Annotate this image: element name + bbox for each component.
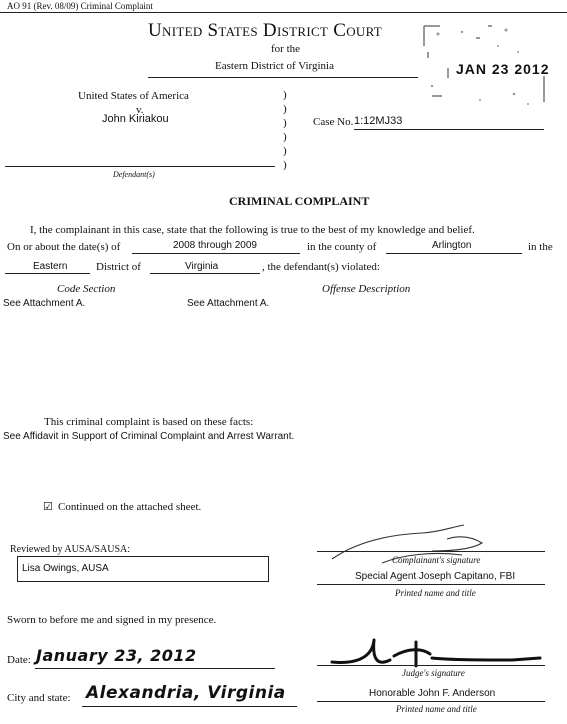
versus: v. xyxy=(136,104,144,116)
complainant-sig-label: Complainant's signature xyxy=(392,555,481,565)
case-no-label: Case No. xyxy=(313,116,354,128)
state-rule xyxy=(150,273,260,274)
complaint-heading: CRIMINAL COMPLAINT xyxy=(229,194,370,208)
date-prefix: On or about the date(s) of xyxy=(7,241,121,253)
code-section-header: Code Section xyxy=(57,283,116,295)
case-no-rule xyxy=(354,129,544,130)
code-section: See Attachment A. xyxy=(3,298,86,309)
stamp-date: JAN 23 2012 xyxy=(456,61,550,77)
court-title: United States District Court xyxy=(148,20,382,41)
complainant-name-label: Printed name and title xyxy=(395,588,476,598)
date-rule xyxy=(35,668,275,669)
dates-rule xyxy=(132,253,300,254)
complainant-signature xyxy=(322,515,522,575)
district-name: Eastern District of Virginia xyxy=(215,60,334,72)
facts-label: This criminal complaint is based on these facts: xyxy=(44,416,254,428)
judge-name-rule xyxy=(317,701,545,702)
city-state-label: City and state: xyxy=(7,692,71,704)
judge-name: Honorable John F. Anderson xyxy=(369,688,496,699)
for-the: for the xyxy=(271,43,301,55)
city-state-rule xyxy=(82,706,297,707)
reviewer-name: Lisa Owings, AUSA xyxy=(22,563,109,574)
judge-name-label: Printed name and title xyxy=(396,704,477,714)
defendant-label: Defendant(s) xyxy=(113,170,155,179)
defendant-name: John Kiriakou xyxy=(102,113,169,125)
continued-label: Continued on the attached sheet. xyxy=(58,501,202,513)
county-rule xyxy=(386,253,522,254)
statement: I, the complainant in this case, state that the following is true to the best of my knowledge and belief. xyxy=(30,224,475,236)
district-of: District of xyxy=(96,261,141,273)
in-the: in the xyxy=(528,241,553,253)
date-label: Date: xyxy=(7,654,31,666)
judge-sig-rule xyxy=(317,665,545,666)
plaintiff-name: United States of America xyxy=(78,90,189,102)
facts-text: See Affidavit in Support of Criminal Complaint and Arrest Warrant. xyxy=(3,431,295,442)
signed-date: January 23, 2012 xyxy=(36,646,197,665)
review-label: Reviewed by AUSA/SAUSA: xyxy=(10,544,131,555)
case-no: 1:12MJ33 xyxy=(354,115,403,127)
offense-dates: 2008 through 2009 xyxy=(173,240,257,251)
district-rule xyxy=(148,77,418,78)
caption-brackets: ) ) ) ) ) ) xyxy=(283,89,287,171)
complainant-name-rule xyxy=(317,584,545,585)
complainant-sig-rule xyxy=(317,551,545,552)
judge-sig-label: Judge's signature xyxy=(402,668,465,678)
form-number: AO 91 (Rev. 08/09) Criminal Complaint xyxy=(7,1,153,11)
defendant-rule xyxy=(5,166,275,167)
continued-checkbox[interactable]: ☑ xyxy=(43,501,53,513)
district: Eastern xyxy=(33,261,68,272)
district-field-rule xyxy=(5,273,90,274)
sworn-statement: Sworn to before me and signed in my presence. xyxy=(7,614,217,626)
complainant-name: Special Agent Joseph Capitano, FBI xyxy=(355,571,516,582)
header-rule xyxy=(0,12,567,13)
state: Virginia xyxy=(185,261,219,272)
county: Arlington xyxy=(432,240,472,251)
city-state: Alexandria, Virginia xyxy=(86,683,286,703)
offense-description-header: Offense Description xyxy=(322,283,411,295)
violated-label: , the defendant(s) violated: xyxy=(262,261,380,273)
offense-description: See Attachment A. xyxy=(187,298,270,309)
county-label: in the county of xyxy=(307,241,377,253)
